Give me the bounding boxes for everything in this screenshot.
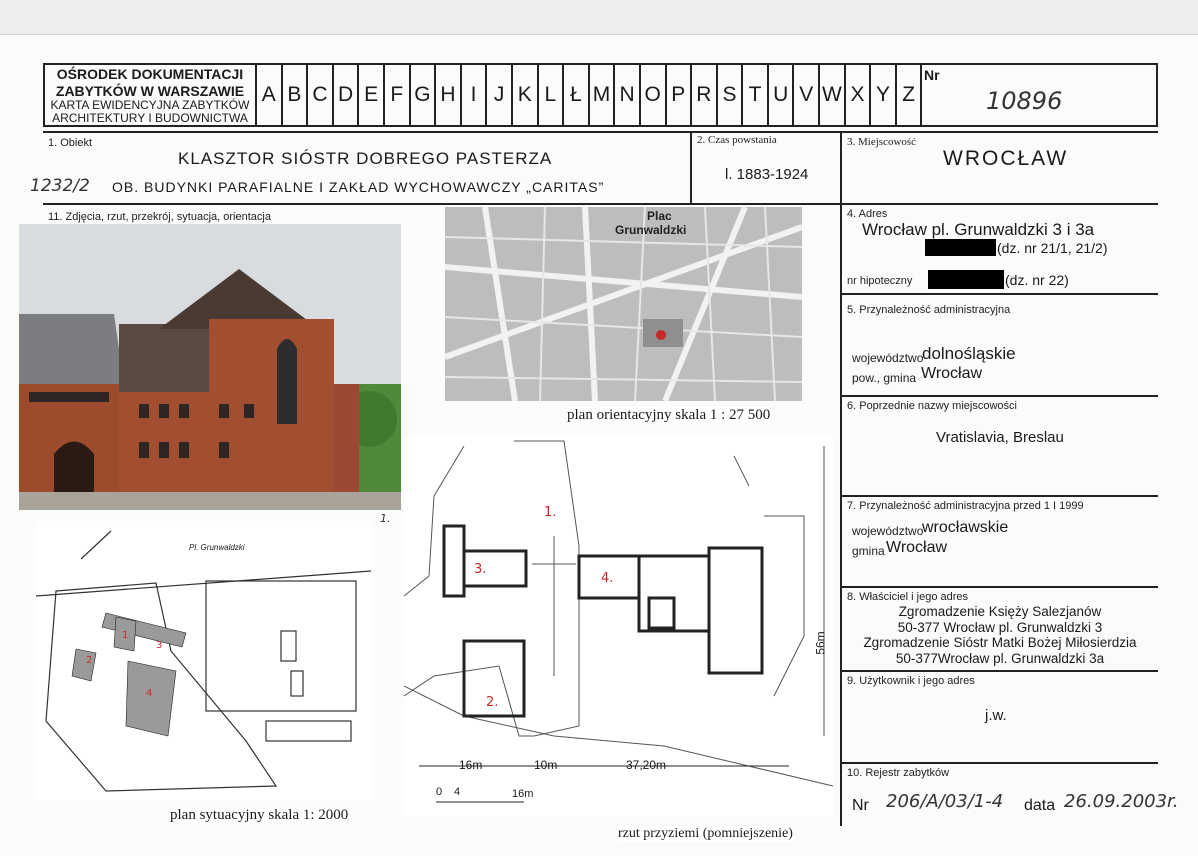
situation-street-label: Pl. Grunwaldzki bbox=[189, 543, 245, 552]
index-letter: K bbox=[513, 65, 539, 125]
adres-dz2: (dz. nr 22) bbox=[1005, 272, 1069, 288]
org-name-line1: OŚRODEK DOKUMENTACJI bbox=[56, 66, 244, 82]
floorplan-scale-label: 16m bbox=[459, 758, 483, 772]
floorplan-scalebar-label: 16m bbox=[512, 788, 534, 800]
woj-value: dolnośląskie bbox=[922, 344, 1016, 363]
przed1999-label: 7. Przynależność administracyjna przed 1 I 1999 bbox=[847, 500, 1084, 512]
nr-value: 10896 bbox=[986, 87, 1063, 115]
index-letter: Y bbox=[871, 65, 897, 125]
poprzednie-label: 6. Poprzednie nazwy miejscowości bbox=[847, 400, 1017, 412]
rule bbox=[842, 586, 1158, 588]
floor-plan bbox=[404, 436, 833, 816]
map-plac-label: Plac bbox=[647, 209, 672, 223]
svg-text:2.: 2. bbox=[486, 695, 499, 710]
obiekt-subname: OB. BUDYNKI PARAFIALNE I ZAKŁAD WYCHOWAWCZY „CARITAS” bbox=[112, 179, 605, 195]
index-letter: N bbox=[615, 65, 641, 125]
floorplan-scale-label: 10m bbox=[534, 758, 558, 772]
index-letter: U bbox=[769, 65, 795, 125]
situation-drawing bbox=[36, 521, 372, 800]
situation-caption: plan sytuacyjny skala 1: 2000 bbox=[170, 807, 349, 823]
rejestr-data-label: data bbox=[1024, 797, 1056, 814]
floorplan-dim-total: 56m bbox=[813, 631, 828, 655]
rejestr-nr-label: Nr bbox=[852, 797, 869, 814]
miejscowosc-value: WROCŁAW bbox=[943, 147, 1069, 170]
rule bbox=[842, 293, 1158, 295]
floorplan-scale-label: 37,20m bbox=[626, 758, 667, 772]
index-letter: R bbox=[692, 65, 718, 125]
index-letter: P bbox=[667, 65, 693, 125]
floorplan-caption: rzut przyziemi (pomniejszenie) bbox=[618, 826, 793, 841]
svg-text:2: 2 bbox=[86, 655, 93, 666]
index-letter: V bbox=[794, 65, 820, 125]
wlasciciel-line: 50-377Wrocław pl. Grunwaldzki 3a bbox=[895, 650, 1105, 666]
index-letter: A bbox=[257, 65, 283, 125]
index-letter: C bbox=[308, 65, 334, 125]
situation-plan bbox=[36, 521, 372, 800]
rejestr-nr-value: 206/A/03/1-4 bbox=[886, 791, 1004, 812]
map-plac-label2: Grunwaldzki bbox=[615, 223, 687, 237]
map-caption: plan orientacyjny skala 1 : 27 500 bbox=[567, 407, 771, 423]
redacted-block bbox=[925, 239, 996, 256]
orientation-map bbox=[445, 207, 802, 401]
woj-label: województwo bbox=[852, 351, 924, 365]
wlasciciel-line: Zgromadzenie Sióstr Matki Bożej Miłosierdzia bbox=[863, 635, 1137, 650]
svg-text:4: 4 bbox=[146, 688, 153, 699]
adres-line1: Wrocław pl. Grunwaldzki 3 i 3a bbox=[862, 220, 1095, 239]
rejestr-data-value: 26.09.2003r. bbox=[1064, 791, 1179, 812]
index-letter: L bbox=[539, 65, 565, 125]
alphabet-index bbox=[257, 63, 922, 127]
index-letter: T bbox=[743, 65, 769, 125]
nr-label: Nr bbox=[924, 67, 940, 83]
obiekt-label: 1. Obiekt bbox=[48, 137, 93, 149]
record-number-box bbox=[918, 63, 1158, 127]
rule bbox=[43, 203, 1158, 205]
pow-label: pow., gmina bbox=[852, 371, 917, 385]
index-letter: O bbox=[641, 65, 667, 125]
svg-text:3: 3 bbox=[156, 640, 163, 651]
svg-text:3.: 3. bbox=[474, 562, 487, 577]
adres-label: 4. Adres bbox=[847, 208, 888, 220]
index-letter: B bbox=[283, 65, 309, 125]
index-letter: F bbox=[385, 65, 411, 125]
czas-label: 2. Czas powstania bbox=[697, 134, 777, 146]
org-name-line2: ZABYTKÓW W WARSZAWIE bbox=[55, 83, 245, 99]
rejestr-label: 10. Rejestr zabytków bbox=[847, 767, 950, 779]
przed1999-gmina: Wrocław bbox=[886, 539, 948, 556]
floorplan-scalebar-label: 4 bbox=[454, 786, 461, 798]
photo-illustration bbox=[19, 224, 401, 510]
index-letter: G bbox=[411, 65, 437, 125]
rule bbox=[840, 131, 842, 826]
adres-dz1: (dz. nr 21/1, 21/2) bbox=[997, 240, 1108, 256]
rule bbox=[842, 670, 1158, 672]
index-letter: H bbox=[436, 65, 462, 125]
pow-value: Wrocław bbox=[921, 365, 983, 382]
building-photo bbox=[19, 224, 401, 510]
index-letter: M bbox=[590, 65, 616, 125]
rule bbox=[842, 762, 1158, 764]
przed1999-woj: wrocławskie bbox=[922, 519, 1009, 536]
rule bbox=[842, 495, 1158, 497]
redacted-block bbox=[928, 270, 1004, 289]
zdjecia-label: 11. Zdjęcia, rzut, przekrój, sytuacja, orientacja bbox=[48, 211, 271, 223]
index-letter: W bbox=[820, 65, 846, 125]
card-title-line1: KARTA EWIDENCYJNA ZABYTKÓW bbox=[50, 98, 250, 112]
czas-value: l. 1883-1924 bbox=[725, 166, 809, 183]
index-letter: I bbox=[462, 65, 488, 125]
card-title-line2: ARCHITEKTURY I BUDOWNICTWA bbox=[52, 111, 248, 125]
wlasciciel-label: 8. Właściciel i jego adres bbox=[847, 591, 969, 603]
svg-text:1.: 1. bbox=[544, 505, 557, 520]
photo-mark: 1. bbox=[380, 512, 391, 525]
hip-label: nr hipoteczny bbox=[847, 275, 913, 287]
index-letter: D bbox=[334, 65, 360, 125]
przed1999-woj-label: województwo bbox=[852, 524, 924, 538]
wlasciciel-line: Zgromadzenie Księży Salezjanów bbox=[898, 604, 1102, 619]
svg-text:1: 1 bbox=[122, 630, 129, 641]
rule bbox=[842, 395, 1158, 397]
index-letter: Z bbox=[897, 65, 923, 125]
przed1999-gmina-label: gmina bbox=[852, 544, 885, 558]
obiekt-hand-note: 1232/2 bbox=[30, 176, 90, 196]
rule bbox=[690, 131, 692, 203]
przynaleznosc-label: 5. Przynależność administracyjna bbox=[847, 304, 1011, 316]
index-letter: E bbox=[359, 65, 385, 125]
rule bbox=[43, 131, 1158, 133]
top-margin bbox=[0, 0, 1198, 35]
wlasciciel-address bbox=[842, 604, 1158, 666]
obiekt-name: KLASZTOR SIÓSTR DOBREGO PASTERZA bbox=[178, 149, 553, 168]
index-letter: X bbox=[846, 65, 872, 125]
index-letter: S bbox=[718, 65, 744, 125]
floorplan-scalebar-label: 0 bbox=[436, 786, 443, 798]
index-letter: Ł bbox=[564, 65, 590, 125]
uzytkownik-label: 9. Użytkownik i jego adres bbox=[847, 675, 975, 687]
wlasciciel-line: 50-377 Wrocław pl. Grunwaldzki 3 bbox=[897, 619, 1103, 635]
uzytkownik-value: j.w. bbox=[985, 707, 1007, 724]
institution-header bbox=[43, 63, 257, 127]
miejscowosc-label: 3. Miejscowość bbox=[847, 136, 917, 148]
poprzednie-value: Vratislavia, Breslau bbox=[936, 429, 1064, 446]
svg-text:4.: 4. bbox=[601, 571, 614, 586]
index-letter: J bbox=[487, 65, 513, 125]
